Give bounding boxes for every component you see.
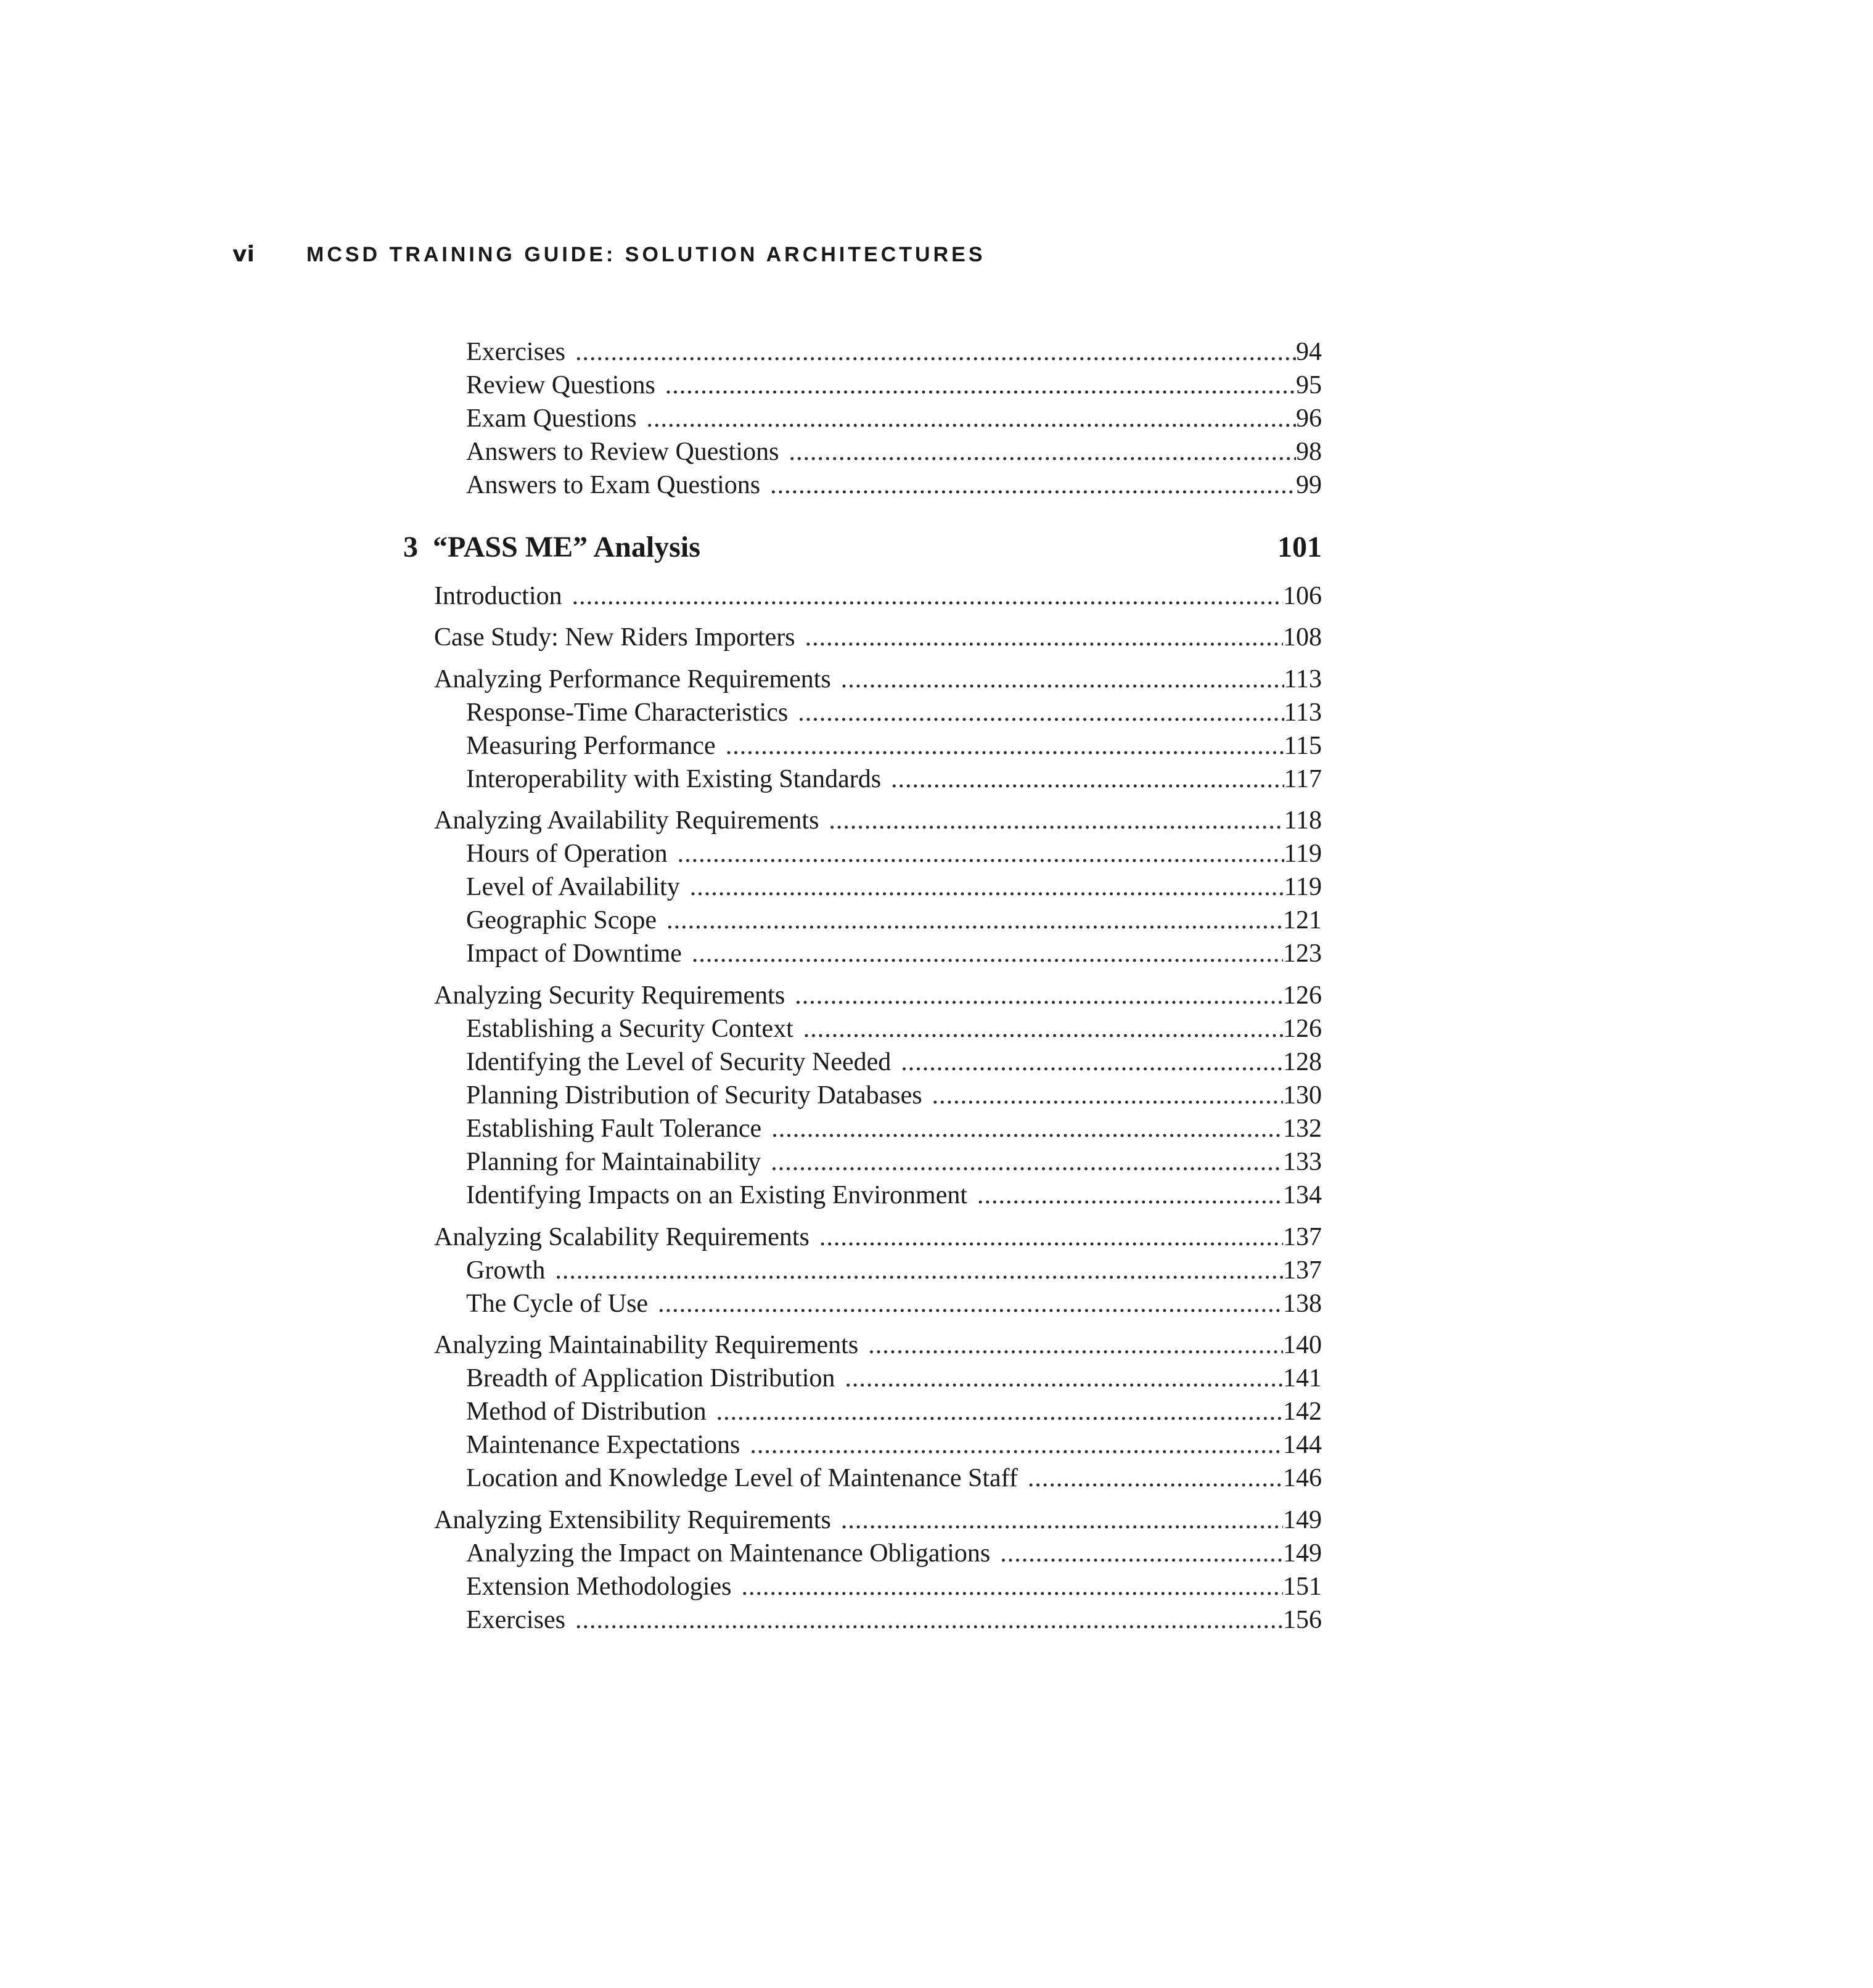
dot-leader <box>716 1396 1283 1427</box>
dot-leader <box>841 664 1284 695</box>
toc-entry[interactable] <box>466 1113 1322 1144</box>
toc-entry[interactable] <box>466 1396 1322 1427</box>
toc-entry[interactable] <box>466 1047 1322 1078</box>
dot-leader <box>646 403 1296 434</box>
toc-entry-page: 133 <box>1283 1148 1322 1176</box>
toc-entry-label: Planning for Maintainability <box>466 1148 761 1176</box>
toc-entry[interactable] <box>466 1605 1322 1635</box>
toc-entry[interactable] <box>466 1463 1322 1494</box>
toc-entry-page: 137 <box>1283 1223 1322 1251</box>
dot-leader <box>1028 1463 1283 1494</box>
toc-entry-page: 128 <box>1283 1048 1322 1076</box>
toc-entry[interactable] <box>466 1255 1322 1286</box>
dot-leader <box>658 1288 1283 1319</box>
toc-entry-label: Response-Time Characteristics <box>466 698 789 727</box>
toc-entry-page: 126 <box>1283 981 1322 1010</box>
toc-entry[interactable] <box>466 1288 1322 1319</box>
toc-entry[interactable] <box>434 805 1322 836</box>
toc-entry[interactable] <box>466 403 1322 434</box>
dot-leader <box>819 1222 1283 1253</box>
toc-entry[interactable] <box>466 436 1322 467</box>
toc-entry[interactable] <box>434 1330 1322 1360</box>
toc-entry-label: Interoperability with Existing Standards <box>466 765 882 793</box>
toc-entry[interactable] <box>466 470 1322 501</box>
toc-entry[interactable] <box>466 1538 1322 1569</box>
toc-entry-page: 140 <box>1283 1331 1322 1359</box>
chapter-page: 101 <box>1277 531 1322 563</box>
toc-entry-page: 132 <box>1283 1115 1322 1143</box>
toc-entry-label: Analyzing Performance Requirements <box>434 665 831 693</box>
dot-leader <box>665 370 1296 401</box>
toc-entry[interactable] <box>466 1080 1322 1111</box>
toc-entry-page: 118 <box>1284 806 1322 835</box>
chapter-title: “PASS ME” Analysis <box>433 531 700 563</box>
toc-entry-label: Breadth of Application Distribution <box>466 1364 835 1393</box>
toc-entry-page: 94 <box>1296 338 1322 366</box>
toc-entry-label: Answers to Review Questions <box>466 438 779 466</box>
dot-leader <box>932 1080 1283 1111</box>
dot-leader <box>666 905 1283 936</box>
toc-entry[interactable] <box>466 1147 1322 1177</box>
toc-entry-label: Maintenance Expectations <box>466 1431 740 1459</box>
toc-entry-label: Establishing a Security Context <box>466 1015 793 1043</box>
dot-leader <box>977 1180 1283 1211</box>
toc-entry[interactable] <box>466 905 1322 936</box>
toc-entry-page: 121 <box>1283 906 1322 935</box>
dot-leader <box>841 1505 1283 1536</box>
toc-entry-label: Planning Distribution of Security Databases <box>466 1081 922 1110</box>
dot-leader <box>868 1330 1283 1360</box>
dot-leader <box>572 581 1283 612</box>
toc-entry[interactable] <box>466 1013 1322 1044</box>
dot-leader <box>726 730 1284 761</box>
dot-leader <box>789 436 1296 467</box>
toc-entry-page: 142 <box>1283 1397 1322 1426</box>
toc-entry-label: Analyzing Scalability Requirements <box>434 1223 809 1251</box>
toc-entry[interactable] <box>434 1505 1322 1536</box>
toc-entry-page: 149 <box>1283 1506 1322 1534</box>
toc-entry-label: Review Questions <box>466 371 655 399</box>
toc-entry[interactable] <box>434 622 1322 653</box>
toc-entry-label: Measuring Performance <box>466 732 716 760</box>
dot-leader <box>771 1147 1283 1177</box>
dot-leader <box>798 697 1284 728</box>
toc-entry-page: 106 <box>1283 582 1322 610</box>
chapter-number: 3 <box>403 531 418 563</box>
dot-leader <box>901 1047 1283 1078</box>
toc-entry-label: Hours of Operation <box>466 840 668 868</box>
toc-entry-label: Method of Distribution <box>466 1397 707 1426</box>
toc-entry-page: 156 <box>1283 1606 1322 1634</box>
dot-leader <box>575 1605 1283 1635</box>
toc-entry-page: 146 <box>1283 1464 1322 1492</box>
dot-leader <box>771 1113 1283 1144</box>
toc-entry[interactable] <box>434 980 1322 1011</box>
toc-entry-label: Analyzing Security Requirements <box>434 981 785 1010</box>
book-title: MCSD TRAINING GUIDE: SOLUTION ARCHITECTURES <box>306 243 986 266</box>
toc-entry-label: Introduction <box>434 582 562 610</box>
table-of-contents <box>403 0 1322 1988</box>
toc-entry[interactable] <box>466 337 1322 367</box>
dot-leader <box>845 1363 1283 1394</box>
toc-entry-page: 108 <box>1283 623 1322 652</box>
toc-entry-label: Growth <box>466 1256 546 1285</box>
toc-entry[interactable] <box>466 764 1322 795</box>
dot-leader <box>891 764 1284 795</box>
toc-entry-page: 119 <box>1284 840 1322 868</box>
dot-leader <box>741 1571 1283 1602</box>
dot-leader <box>795 980 1283 1011</box>
toc-entry-page: 126 <box>1283 1015 1322 1043</box>
toc-entry-label: Establishing Fault Tolerance <box>466 1115 762 1143</box>
dot-leader <box>690 872 1284 902</box>
toc-entry[interactable] <box>466 1180 1322 1211</box>
dot-leader <box>1000 1538 1283 1569</box>
toc-entry-page: 119 <box>1284 873 1322 901</box>
toc-entry-page: 115 <box>1284 732 1322 760</box>
toc-entry-page: 98 <box>1296 438 1322 466</box>
toc-entry-label: Location and Knowledge Level of Maintenance Staff <box>466 1464 1018 1492</box>
toc-entry-page: 95 <box>1296 371 1322 399</box>
page-folio: vi <box>232 242 255 267</box>
dot-leader <box>770 470 1296 501</box>
toc-entry[interactable] <box>466 730 1322 761</box>
toc-entry[interactable] <box>466 697 1322 728</box>
toc-entry[interactable] <box>466 370 1322 401</box>
dot-leader <box>750 1430 1283 1460</box>
dot-leader <box>678 838 1284 869</box>
toc-entry-label: Geographic Scope <box>466 906 657 935</box>
toc-entry-page: 149 <box>1283 1539 1322 1568</box>
toc-entry-page: 138 <box>1283 1290 1322 1318</box>
toc-entry-page: 130 <box>1283 1081 1322 1110</box>
toc-entry-page: 134 <box>1283 1181 1322 1209</box>
toc-entry[interactable] <box>434 581 1322 612</box>
toc-entry-page: 144 <box>1283 1431 1322 1459</box>
toc-entry-page: 113 <box>1284 698 1322 727</box>
chapter-heading[interactable] <box>403 529 1322 566</box>
toc-entry[interactable] <box>434 664 1322 695</box>
dot-leader <box>829 805 1284 836</box>
toc-entry-page: 99 <box>1296 471 1322 499</box>
toc-entry-label: Analyzing Maintainability Requirements <box>434 1331 859 1359</box>
toc-entry-label: Exam Questions <box>466 404 637 433</box>
toc-entry-label: Answers to Exam Questions <box>466 471 761 499</box>
toc-entry[interactable] <box>466 1430 1322 1460</box>
toc-entry[interactable] <box>466 1363 1322 1394</box>
toc-entry-page: 137 <box>1283 1256 1322 1285</box>
toc-entry[interactable] <box>466 872 1322 902</box>
dot-leader <box>692 938 1283 969</box>
toc-entry-page: 141 <box>1283 1364 1322 1393</box>
toc-entry-label: Analyzing Availability Requirements <box>434 806 819 835</box>
toc-entry[interactable] <box>434 1222 1322 1253</box>
toc-entry-label: Identifying Impacts on an Existing Environment <box>466 1181 968 1209</box>
dot-leader <box>575 337 1296 367</box>
toc-entry-page: 151 <box>1283 1573 1322 1601</box>
toc-entry-label: The Cycle of Use <box>466 1290 649 1318</box>
toc-entry-label: Extension Methodologies <box>466 1573 732 1601</box>
dot-leader <box>803 1013 1283 1044</box>
toc-entry-label: Exercises <box>466 338 565 366</box>
toc-entry[interactable] <box>466 1571 1322 1602</box>
toc-entry-label: Exercises <box>466 1606 565 1634</box>
toc-entry-label: Identifying the Level of Security Needed <box>466 1048 891 1076</box>
toc-entry-page: 113 <box>1284 665 1322 693</box>
toc-entry-label: Impact of Downtime <box>466 939 682 968</box>
toc-entry-page: 96 <box>1296 404 1322 433</box>
toc-entry-label: Analyzing Extensibility Requirements <box>434 1506 831 1534</box>
dot-leader <box>805 622 1283 653</box>
toc-entry-label: Level of Availability <box>466 873 680 901</box>
toc-entry-page: 123 <box>1283 939 1322 968</box>
toc-entry-page: 117 <box>1284 765 1322 793</box>
toc-entry[interactable] <box>466 838 1322 869</box>
toc-entry-label: Analyzing the Impact on Maintenance Obligations <box>466 1539 991 1568</box>
toc-entry[interactable] <box>466 938 1322 969</box>
toc-entry-label: Case Study: New Riders Importers <box>434 623 795 652</box>
dot-leader <box>555 1255 1283 1286</box>
